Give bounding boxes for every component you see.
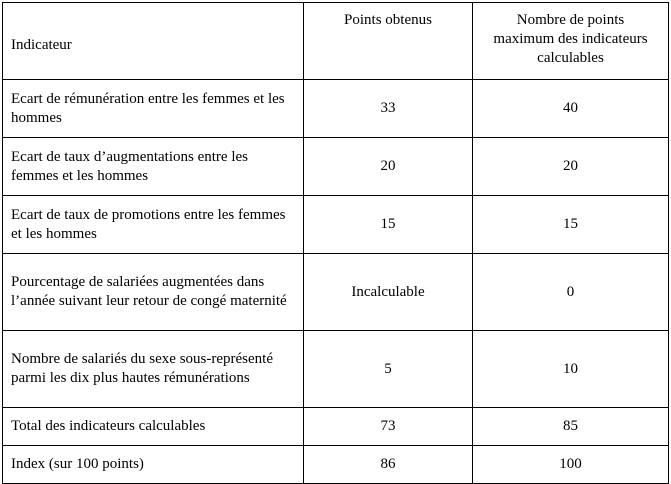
row-points-obtenus-value: 33: [380, 100, 396, 116]
total-row: [3, 408, 669, 446]
row-points-obtenus-cell: [304, 446, 473, 484]
header-row: [3, 3, 669, 80]
header-cell-points-max: [473, 3, 669, 80]
row-points-max-value: 10: [563, 360, 578, 377]
row-points-max-cell: [473, 80, 669, 138]
table-row: [3, 138, 669, 196]
table-body: [3, 80, 669, 484]
row-indicateur-cell: [3, 80, 304, 138]
row-points-obtenus-value: 86: [380, 456, 396, 472]
row-points-max-value: 15: [563, 216, 578, 232]
row-indicateur-cell: [3, 446, 304, 484]
row-points-obtenus-cell: [304, 138, 473, 196]
table-row: [3, 196, 669, 254]
row-points-obtenus-value: 15: [380, 216, 396, 232]
row-points-obtenus-cell: [304, 331, 473, 408]
row-points-max-cell: [473, 254, 669, 331]
row-points-obtenus-cell: [304, 408, 473, 446]
header-label-indicateur: Indicateur: [11, 36, 72, 53]
table-row: [3, 80, 669, 138]
row-indicateur-label: Pourcentage de salariées augmentées dans l’année suivant leur retour de congé maternité: [11, 274, 287, 309]
row-indicateur-label: Ecart de taux de promotions entre les femmes et les hommes: [11, 206, 286, 242]
row-indicateur-cell: [3, 408, 304, 446]
header-label-points-obtenus: Points obtenus: [344, 12, 432, 28]
row-points-obtenus-cell: [304, 196, 473, 254]
index-row: [3, 446, 669, 484]
row-indicateur-cell: [3, 254, 304, 331]
row-indicateur-label: Nombre de salariés du sexe sous-représenté parmi les dix plus hautes rémunérations: [11, 351, 273, 386]
row-points-obtenus-value: 5: [384, 360, 392, 377]
row-indicateur-label: Total des indicateurs calculables: [11, 418, 206, 434]
header-cell-indicateur: [3, 3, 304, 80]
row-points-obtenus-cell: [304, 80, 473, 138]
row-points-max-value: 20: [563, 158, 578, 174]
row-points-max-value: 0: [566, 283, 575, 300]
row-points-obtenus-value: 73: [380, 418, 396, 434]
row-points-obtenus-value: 20: [380, 158, 396, 174]
row-points-max-cell: [473, 446, 669, 484]
row-points-max-value: 100: [559, 456, 582, 472]
header-label-points-max: Nombre de points maximum des indicateurs calculables: [493, 12, 648, 66]
row-indicateur-cell: [3, 331, 304, 408]
header-cell-points-obtenus: [304, 3, 473, 80]
table-header: [3, 3, 669, 80]
table-row: [3, 254, 669, 331]
row-points-max-cell: [473, 196, 669, 254]
row-points-max-cell: [473, 331, 669, 408]
indicators-table: [2, 2, 669, 484]
row-points-max-cell: [473, 138, 669, 196]
row-points-max-cell: [473, 408, 669, 446]
row-points-max-value: 85: [563, 418, 578, 434]
row-points-obtenus-cell: [304, 254, 473, 331]
row-points-obtenus-value: Incalculable: [351, 283, 425, 300]
row-points-max-value: 40: [563, 100, 578, 116]
row-indicateur-cell: [3, 138, 304, 196]
row-indicateur-label: Ecart de taux d’augmentations entre les femmes et les hommes: [11, 148, 248, 184]
row-indicateur-cell: [3, 196, 304, 254]
row-indicateur-label: Ecart de rémunération entre les femmes et les hommes: [11, 90, 285, 126]
row-indicateur-label: Index (sur 100 points): [11, 456, 144, 472]
table-row: [3, 331, 669, 408]
